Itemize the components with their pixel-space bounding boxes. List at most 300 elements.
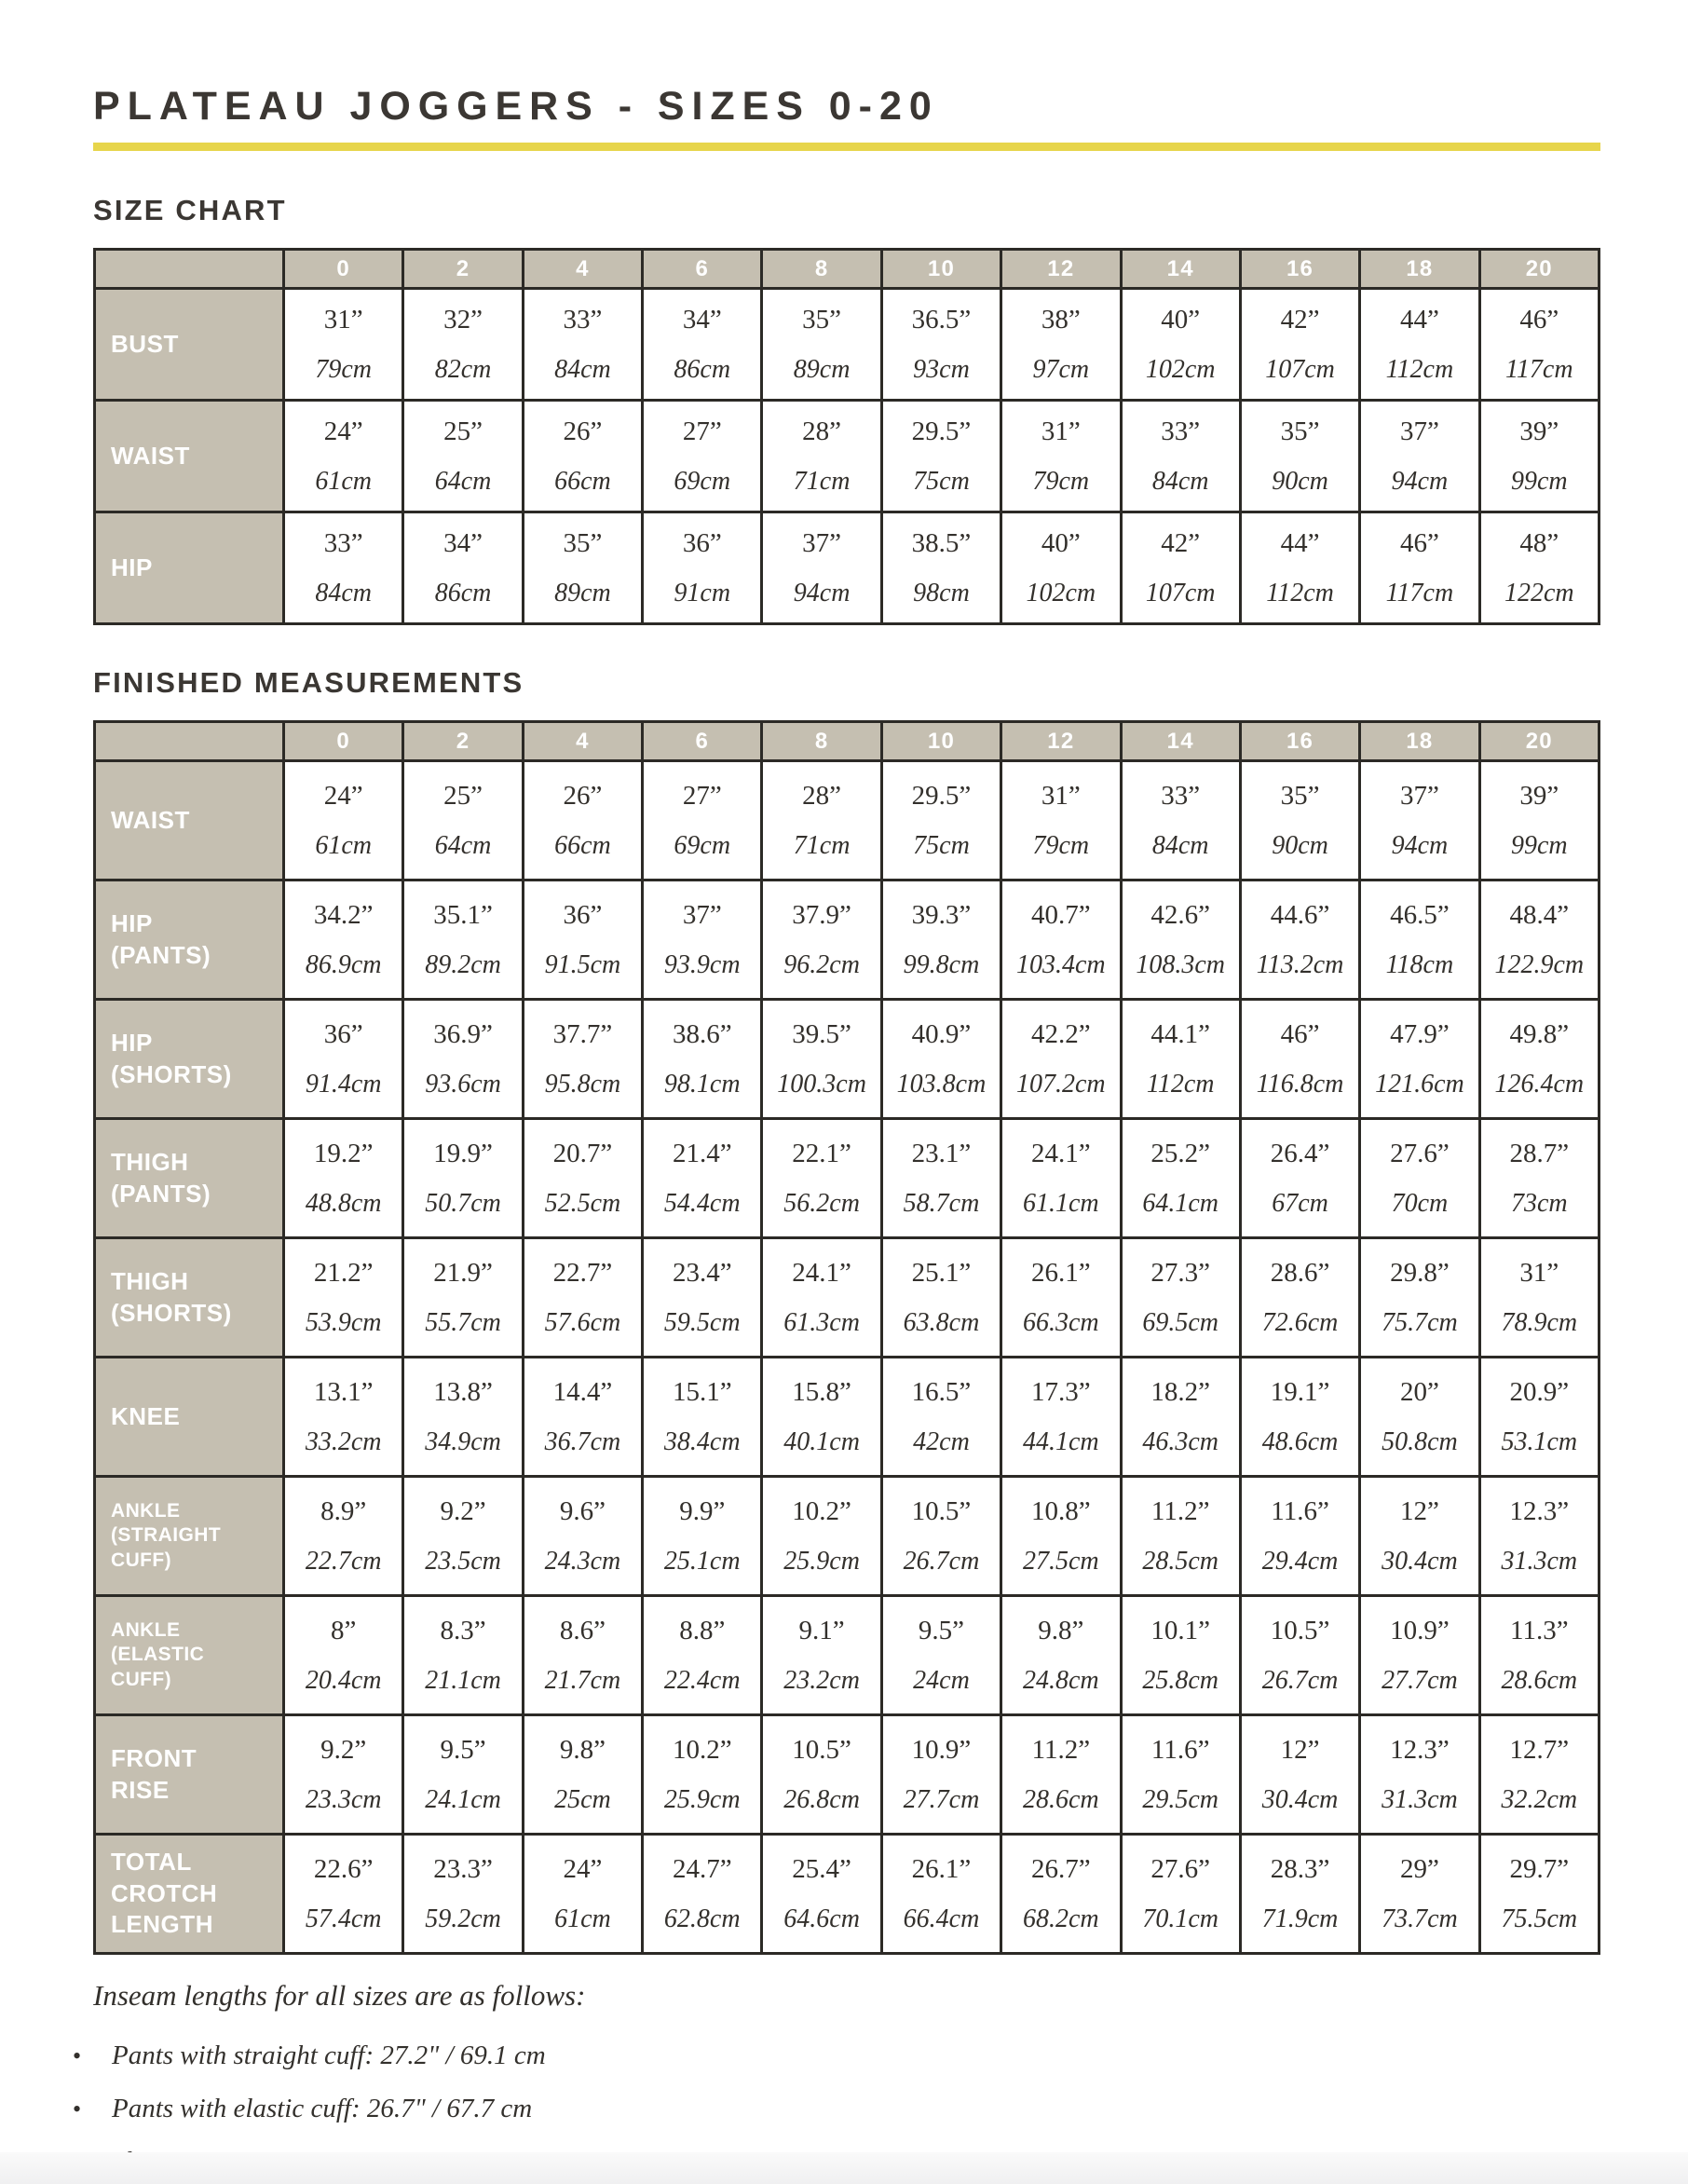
cm-value: 44.1cm	[1023, 1426, 1099, 1456]
measurement-cell	[1240, 1238, 1359, 1358]
measurement-cell	[643, 1715, 762, 1835]
cm-value: 25cm	[554, 1784, 611, 1814]
cm-value: 66cm	[554, 830, 611, 860]
inches-value: 36”	[682, 527, 722, 558]
measurement-cell	[403, 1119, 523, 1238]
row-label-line: CUFF)	[111, 1549, 172, 1571]
inches-value: 25.1”	[911, 1257, 972, 1288]
measurement-cell	[1479, 1596, 1599, 1715]
measurement-cell	[284, 761, 403, 880]
inches-value: 9.8”	[1038, 1615, 1084, 1645]
measurement-cell	[1121, 1715, 1240, 1835]
size-column-header: 10	[881, 722, 1001, 761]
inches-value: 28”	[802, 780, 842, 811]
inches-value: 31”	[1041, 780, 1081, 811]
table-row	[95, 1358, 1600, 1477]
inches-value: 13.1”	[313, 1376, 374, 1407]
inseam-note-text: Pants with straight cuff: 27.2" / 69.1 cm	[112, 2041, 546, 2070]
measurement-cell	[284, 1119, 403, 1238]
inches-value: 27”	[682, 780, 722, 811]
cm-value: 71cm	[793, 466, 851, 496]
inches-value: 23.3”	[433, 1853, 493, 1884]
cm-value: 28.5cm	[1142, 1546, 1219, 1576]
measurement-cell	[1121, 1596, 1240, 1715]
inches-value: 26.1”	[911, 1853, 972, 1884]
inches-value: 24.1”	[1031, 1138, 1091, 1168]
inches-value: 20”	[1399, 1376, 1439, 1407]
row-label-line: FRONT	[111, 1743, 197, 1772]
cm-value: 108.3cm	[1136, 949, 1226, 979]
measurement-cell	[1479, 1358, 1599, 1477]
inches-value: 11.2”	[1031, 1734, 1091, 1765]
inches-value: 9.8”	[559, 1734, 606, 1765]
inches-value: 37”	[1399, 780, 1439, 811]
inches-value: 46”	[1399, 527, 1439, 558]
inches-value: 31”	[1519, 1257, 1559, 1288]
inches-value: 40”	[1041, 527, 1081, 558]
row-label-line: (PANTS)	[111, 1179, 211, 1208]
cm-value: 78.9cm	[1501, 1307, 1578, 1337]
measurement-cell	[1121, 1835, 1240, 1954]
measurement-cell	[1240, 1715, 1359, 1835]
measurement-cell	[523, 761, 642, 880]
inches-value: 10.5”	[1270, 1615, 1330, 1645]
cm-value: 24.1cm	[425, 1784, 501, 1814]
cm-value: 70.1cm	[1142, 1904, 1219, 1933]
inches-value: 14.4”	[552, 1376, 613, 1407]
measurement-cell	[1240, 761, 1359, 880]
measurement-cell	[1360, 1238, 1479, 1358]
inches-value: 36.5”	[911, 304, 972, 334]
measurement-cell	[284, 880, 403, 1000]
measurement-cell	[1240, 880, 1359, 1000]
cm-value: 94cm	[1391, 830, 1449, 860]
cm-value: 84cm	[554, 354, 611, 384]
cm-value: 61.3cm	[783, 1307, 860, 1337]
inches-value: 40.9”	[911, 1018, 972, 1049]
size-column-header: 2	[403, 250, 523, 289]
measurement-cell	[523, 1238, 642, 1358]
measurement-cell	[1001, 761, 1121, 880]
measurement-cell	[1360, 1358, 1479, 1477]
size-column-header: 20	[1479, 722, 1599, 761]
row-label	[95, 1715, 284, 1835]
cm-value: 20.4cm	[305, 1665, 382, 1695]
inches-value: 12.3”	[1509, 1495, 1570, 1526]
cm-value: 64.1cm	[1142, 1188, 1219, 1218]
cm-value: 95.8cm	[544, 1069, 621, 1099]
inches-value: 40”	[1161, 304, 1201, 334]
inches-value: 21.9”	[433, 1257, 493, 1288]
measurement-cell	[762, 512, 881, 624]
measurement-cell	[762, 880, 881, 1000]
cm-value: 58.7cm	[903, 1188, 980, 1218]
size-column-header: 14	[1121, 722, 1240, 761]
cm-value: 26.8cm	[783, 1784, 860, 1814]
measurement-cell	[403, 1358, 523, 1477]
measurement-cell	[762, 761, 881, 880]
inches-value: 23.4”	[672, 1257, 732, 1288]
inches-value: 12.3”	[1390, 1734, 1450, 1765]
cm-value: 72.6cm	[1261, 1307, 1339, 1337]
inches-value: 16.5”	[911, 1376, 972, 1407]
measurement-cell	[523, 1596, 642, 1715]
cm-value: 117cm	[1385, 578, 1454, 607]
measurement-cell	[523, 1835, 642, 1954]
inches-value: 11.3”	[1510, 1615, 1569, 1645]
cm-value: 98.1cm	[663, 1069, 741, 1099]
inches-value: 26”	[563, 416, 603, 446]
cm-value: 98cm	[913, 578, 970, 607]
cm-value: 73.7cm	[1382, 1904, 1458, 1933]
measurement-cell	[1001, 1835, 1121, 1954]
table-row	[95, 1835, 1600, 1954]
inches-value: 8.3”	[440, 1615, 486, 1645]
cm-value: 24cm	[913, 1665, 970, 1695]
row-label-line: BUST	[111, 329, 179, 358]
cm-value: 126.4cm	[1494, 1069, 1585, 1099]
inches-value: 24.1”	[792, 1257, 851, 1288]
row-label	[95, 1477, 284, 1596]
measurement-cell	[284, 1715, 403, 1835]
measurement-cell	[881, 1596, 1001, 1715]
cm-value: 42cm	[913, 1426, 970, 1456]
row-label	[95, 1358, 284, 1477]
measurement-cell	[403, 1596, 523, 1715]
measurement-cell	[1001, 1238, 1121, 1358]
measurement-cell	[643, 761, 762, 880]
cm-value: 55.7cm	[425, 1307, 501, 1337]
inches-value: 38”	[1041, 304, 1081, 334]
cm-value: 93.9cm	[663, 949, 741, 979]
inches-value: 38.6”	[672, 1018, 732, 1049]
inches-value: 8.8”	[679, 1615, 726, 1645]
inches-value: 24”	[323, 780, 363, 811]
inches-value: 15.8”	[792, 1376, 851, 1407]
measurement-cell	[403, 1715, 523, 1835]
cm-value: 113.2cm	[1256, 949, 1344, 979]
inches-value: 42”	[1280, 304, 1320, 334]
measurement-cell	[1479, 289, 1599, 401]
cm-value: 90cm	[1272, 466, 1328, 496]
measurement-cell	[403, 761, 523, 880]
measurement-cell	[523, 1119, 642, 1238]
row-label-line: WAIST	[111, 805, 190, 834]
size-column-header: 4	[523, 722, 642, 761]
inches-value: 10.1”	[1150, 1615, 1210, 1645]
inches-value: 22.1”	[792, 1138, 851, 1168]
inches-value: 25”	[443, 416, 483, 446]
inseam-note-text: Pants with elastic cuff: 26.7" / 67.7 cm	[112, 2094, 533, 2123]
cm-value: 75.5cm	[1501, 1904, 1578, 1933]
row-label-line: ANKLE	[111, 1500, 181, 1522]
cm-value: 96.2cm	[783, 949, 860, 979]
inches-value: 9.5”	[440, 1734, 486, 1765]
inches-value: 24”	[323, 416, 363, 446]
measurement-cell	[1479, 1715, 1599, 1835]
cm-value: 27.7cm	[1382, 1665, 1458, 1695]
cm-value: 23.3cm	[305, 1784, 382, 1814]
size-column-header: 20	[1479, 250, 1599, 289]
cm-value: 79cm	[315, 354, 372, 384]
row-label	[95, 289, 284, 401]
row-label-line: HIP	[111, 553, 153, 581]
finished-measurements-heading: FINISHED MEASUREMENTS	[93, 666, 524, 699]
measurement-cell	[762, 1835, 881, 1954]
cm-value: 38.4cm	[663, 1426, 741, 1456]
inches-value: 27.6”	[1390, 1138, 1450, 1168]
row-label-line: (ELASTIC	[111, 1644, 205, 1666]
table-row	[95, 512, 1600, 624]
cm-value: 71.9cm	[1261, 1904, 1339, 1933]
measurement-cell	[1479, 761, 1599, 880]
measurement-cell	[1240, 1596, 1359, 1715]
finished-measurements-table	[93, 720, 1600, 1955]
inches-value: 8.6”	[559, 1615, 606, 1645]
inches-value: 28.3”	[1270, 1853, 1330, 1884]
table-row	[95, 761, 1600, 880]
cm-value: 61.1cm	[1023, 1188, 1099, 1218]
measurement-cell	[1001, 1000, 1121, 1119]
cm-value: 112cm	[1385, 354, 1454, 384]
cm-value: 90cm	[1272, 830, 1328, 860]
row-label-line: KNEE	[111, 1401, 181, 1430]
cm-value: 25.9cm	[663, 1784, 741, 1814]
cm-value: 30.4cm	[1382, 1546, 1458, 1576]
cm-value: 24.3cm	[544, 1546, 621, 1576]
measurement-cell	[1240, 1477, 1359, 1596]
measurement-cell	[1360, 512, 1479, 624]
measurement-cell	[1121, 512, 1240, 624]
measurement-cell	[1240, 1358, 1359, 1477]
measurement-cell	[1240, 289, 1359, 401]
measurement-cell	[1479, 512, 1599, 624]
inches-value: 37.7”	[552, 1018, 613, 1049]
inches-value: 37”	[802, 527, 842, 558]
inches-value: 26.7”	[1031, 1853, 1091, 1884]
inches-value: 12”	[1280, 1734, 1320, 1765]
inches-value: 31”	[1041, 416, 1081, 446]
inches-value: 40.7”	[1031, 899, 1091, 930]
inches-value: 44”	[1399, 304, 1439, 334]
inches-value: 39.5”	[792, 1018, 851, 1049]
inches-value: 33”	[1161, 416, 1201, 446]
cm-value: 121.6cm	[1375, 1069, 1464, 1099]
inches-value: 28”	[802, 416, 842, 446]
inches-value: 36.9”	[433, 1018, 493, 1049]
row-label-line: THIGH	[111, 1147, 189, 1176]
page-bottom-edge	[0, 2152, 1688, 2184]
row-label	[95, 512, 284, 624]
inches-value: 10.8”	[1031, 1495, 1091, 1526]
cm-value: 64.6cm	[783, 1904, 860, 1933]
measurement-cell	[403, 401, 523, 512]
cm-value: 99.8cm	[903, 949, 980, 979]
measurement-cell	[1121, 761, 1240, 880]
inches-value: 28.6”	[1270, 1257, 1330, 1288]
inches-value: 29.8”	[1390, 1257, 1450, 1288]
cm-value: 21.1cm	[425, 1665, 501, 1695]
size-column-header: 8	[762, 722, 881, 761]
measurement-cell	[762, 1596, 881, 1715]
inches-value: 33”	[1161, 780, 1201, 811]
cm-value: 103.8cm	[896, 1069, 987, 1099]
cm-value: 84cm	[1151, 466, 1209, 496]
measurement-cell	[403, 289, 523, 401]
measurement-cell	[284, 1358, 403, 1477]
measurement-cell	[643, 1119, 762, 1238]
measurement-cell	[643, 1000, 762, 1119]
measurement-cell	[1479, 1477, 1599, 1596]
inches-value: 29.5”	[911, 780, 972, 811]
measurement-cell	[643, 289, 762, 401]
inches-value: 8.9”	[320, 1495, 367, 1526]
row-label	[95, 1238, 284, 1358]
inches-value: 13.8”	[433, 1376, 493, 1407]
inches-value: 12.7”	[1509, 1734, 1570, 1765]
cm-value: 75cm	[913, 466, 970, 496]
cm-value: 48.6cm	[1261, 1426, 1339, 1456]
row-label-line: TOTAL	[111, 1847, 192, 1876]
table-row	[95, 1238, 1600, 1358]
inches-value: 37”	[682, 899, 722, 930]
row-label	[95, 1835, 284, 1954]
measurement-cell	[403, 1835, 523, 1954]
inches-value: 20.9”	[1509, 1376, 1570, 1407]
cm-value: 30.4cm	[1261, 1784, 1339, 1814]
size-column-header: 8	[762, 250, 881, 289]
row-label	[95, 1596, 284, 1715]
measurement-cell	[1121, 1358, 1240, 1477]
measurement-cell	[643, 1596, 762, 1715]
row-label-line: WAIST	[111, 441, 190, 470]
measurement-cell	[1001, 880, 1121, 1000]
row-label-line: (SHORTS)	[111, 1059, 232, 1088]
measurement-cell	[643, 1358, 762, 1477]
measurement-cell	[881, 289, 1001, 401]
inseam-notes-intro: Inseam lengths for all sizes are as follows:	[93, 1979, 586, 2012]
inches-value: 19.2”	[313, 1138, 374, 1168]
cm-value: 64cm	[434, 466, 492, 496]
inches-value: 29.5”	[911, 416, 972, 446]
table-row	[95, 880, 1600, 1000]
measurement-cell	[881, 1238, 1001, 1358]
inches-value: 28.7”	[1509, 1138, 1570, 1168]
size-column-header: 10	[881, 250, 1001, 289]
cm-value: 57.4cm	[305, 1904, 382, 1933]
measurement-cell	[881, 1358, 1001, 1477]
measurement-cell	[881, 761, 1001, 880]
size-column-header: 6	[643, 250, 762, 289]
cm-value: 50.8cm	[1382, 1426, 1458, 1456]
inches-value: 32”	[443, 304, 483, 334]
row-label-line: (PANTS)	[111, 940, 211, 969]
corner-cell	[95, 250, 284, 289]
inches-value: 46”	[1519, 304, 1559, 334]
cm-value: 68.2cm	[1023, 1904, 1099, 1933]
size-column-header: 0	[284, 250, 403, 289]
inches-value: 48.4”	[1509, 899, 1570, 930]
inches-value: 39”	[1519, 416, 1559, 446]
cm-value: 66.3cm	[1023, 1307, 1099, 1337]
cm-value: 53.1cm	[1501, 1426, 1578, 1456]
inches-value: 10.2”	[672, 1734, 732, 1765]
measurement-cell	[1121, 1119, 1240, 1238]
cm-value: 36.7cm	[544, 1426, 621, 1456]
row-label-line: LENGTH	[111, 1910, 214, 1939]
measurement-cell	[1001, 289, 1121, 401]
cm-value: 94cm	[793, 578, 851, 607]
row-label	[95, 761, 284, 880]
measurement-cell	[762, 1477, 881, 1596]
inches-value: 9.2”	[440, 1495, 486, 1526]
inches-value: 10.5”	[911, 1495, 972, 1526]
measurement-cell	[643, 1238, 762, 1358]
cm-value: 69cm	[674, 466, 731, 496]
cm-value: 57.6cm	[544, 1307, 621, 1337]
measurement-cell	[1121, 1000, 1240, 1119]
measurement-cell	[881, 1477, 1001, 1596]
measurement-cell	[1121, 1477, 1240, 1596]
inches-value: 9.1”	[798, 1615, 845, 1645]
cm-value: 97cm	[1032, 354, 1090, 384]
row-label	[95, 1000, 284, 1119]
inches-value: 24.7”	[672, 1853, 732, 1884]
cm-value: 102cm	[1026, 578, 1096, 607]
cm-value: 33.2cm	[305, 1426, 382, 1456]
measurement-cell	[523, 1000, 642, 1119]
measurement-cell	[284, 1000, 403, 1119]
cm-value: 73cm	[1510, 1188, 1568, 1218]
size-column-header: 4	[523, 250, 642, 289]
inches-value: 35”	[1280, 416, 1320, 446]
inches-value: 42.6”	[1150, 899, 1210, 930]
inches-value: 34”	[443, 527, 483, 558]
measurement-cell	[1240, 1000, 1359, 1119]
inches-value: 31”	[323, 304, 363, 334]
inches-value: 35”	[802, 304, 842, 334]
inches-value: 34”	[682, 304, 722, 334]
table-row	[95, 1119, 1600, 1238]
size-column-header: 6	[643, 722, 762, 761]
cm-value: 93.6cm	[425, 1069, 501, 1099]
cm-value: 70cm	[1391, 1188, 1449, 1218]
measurement-cell	[1479, 1238, 1599, 1358]
inches-value: 23.1”	[911, 1138, 972, 1168]
inches-value: 47.9”	[1390, 1018, 1450, 1049]
cm-value: 66.4cm	[903, 1904, 980, 1933]
cm-value: 86.9cm	[305, 949, 382, 979]
size-column-header: 16	[1240, 250, 1359, 289]
bullet-icon: •	[73, 2095, 82, 2123]
measurement-cell	[284, 1596, 403, 1715]
inches-value: 44.6”	[1270, 899, 1330, 930]
inches-value: 44.1”	[1150, 1018, 1210, 1049]
cm-value: 26.7cm	[903, 1546, 980, 1576]
cm-value: 116.8cm	[1256, 1069, 1344, 1099]
cm-value: 46.3cm	[1142, 1426, 1219, 1456]
size-chart-heading: SIZE CHART	[93, 194, 287, 226]
measurement-cell	[284, 512, 403, 624]
cm-value: 103.4cm	[1016, 949, 1106, 979]
inches-value: 39”	[1519, 780, 1559, 811]
inches-value: 11.2”	[1150, 1495, 1210, 1526]
inches-value: 48”	[1519, 527, 1559, 558]
row-label-line: (STRAIGHT	[111, 1524, 222, 1547]
row-label-line: RISE	[111, 1775, 170, 1804]
cm-value: 31.3cm	[1501, 1546, 1578, 1576]
cm-value: 79cm	[1032, 466, 1090, 496]
